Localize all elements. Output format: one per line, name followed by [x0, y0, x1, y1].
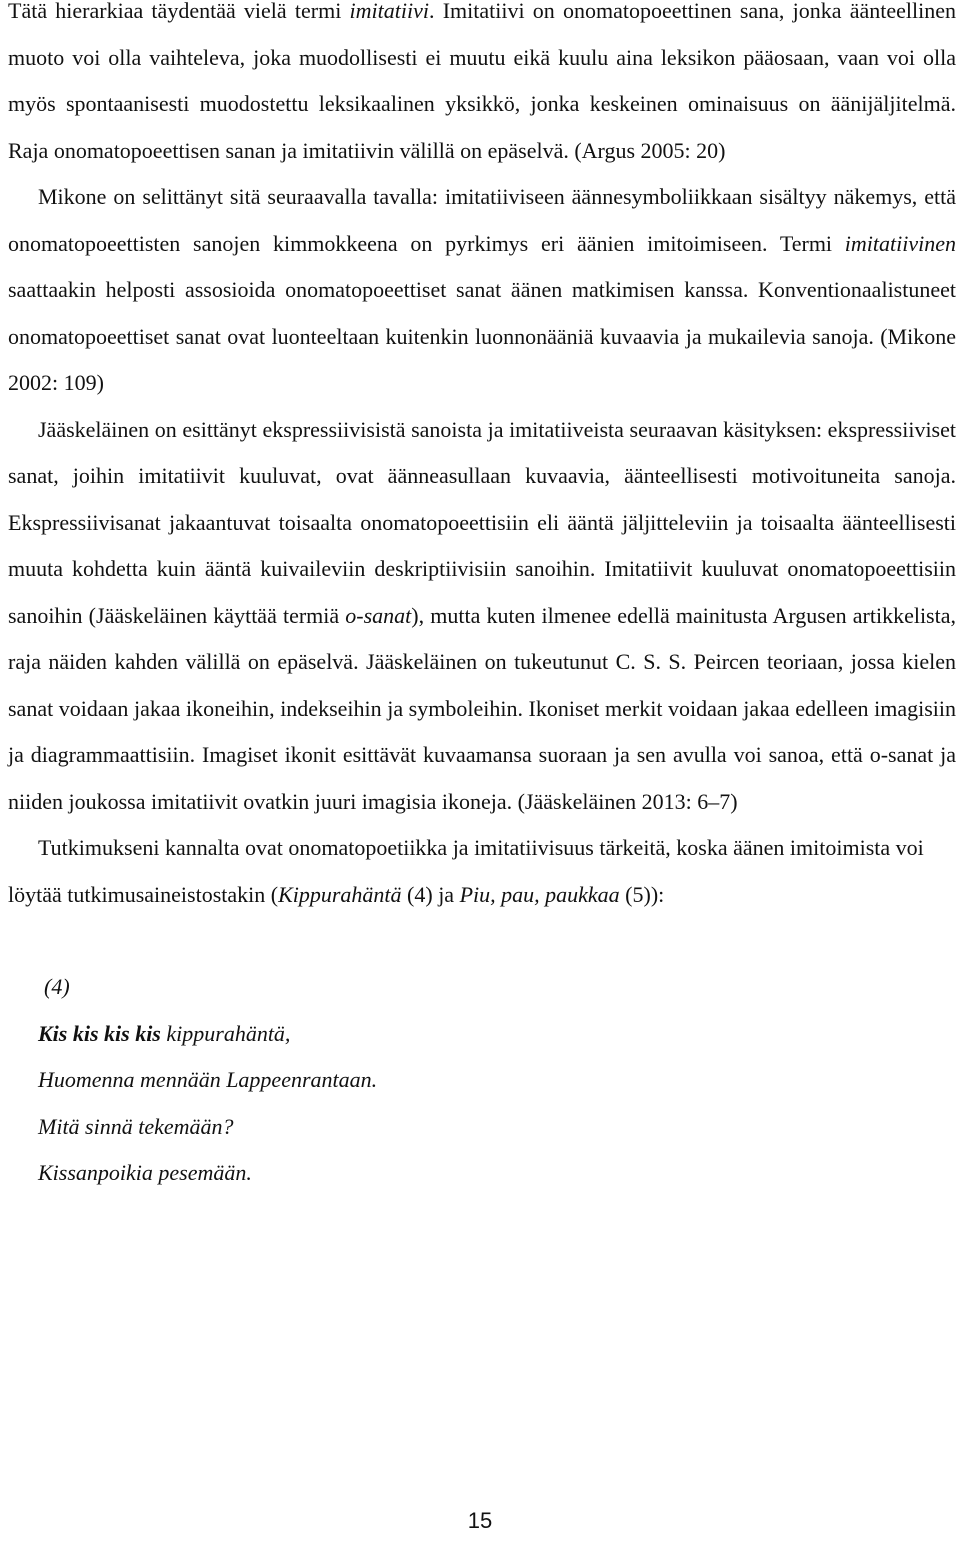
poem-line-2: Huomenna mennään Lappeenrantaan.	[38, 1067, 378, 1092]
italic-term: Piu, pau, paukkaa	[459, 881, 620, 907]
text-run: (5)):	[619, 881, 665, 907]
text-run: Tätä hierarkiaa täydentää vielä termi	[8, 0, 350, 23]
poem-line-3: Mitä sinnä tekemään?	[38, 1113, 234, 1139]
poem-line-1-rest: kippurahäntä,	[160, 1020, 291, 1046]
poem-line-4: Kissanpoikia pesemään.	[38, 1160, 252, 1185]
text-run: Tutkimukseni kannalta ovat onomatopoetiikka ja imitatiivisuus tärkeitä, koska äänen imitoimista voi löytää tutkimusaineistostakin (	[8, 835, 924, 907]
text-run: ), mutta kuten ilmenee edellä mainitusta Argusen artikkelista, raja näiden kahden välillä on epäselvä. Jääskeläinen on tukeutunut C. S. S. Peircen teoriaan, jossa kielen sanat voidaan jakaa ikoneihin, indekseihin ja symboleihin. Ikoniset merkit voidaan jakaa edelleen imagisiin ja diagrammaattisiin. Imagiset ikonit esittävät kuvaamansa suoraan ja sen avulla voi sanoa, että o-sanat ja niiden joukossa imitatiivit ovatkin juuri imagisia ikoneja. (Jääskeläinen 2013: 6–7)	[8, 602, 956, 814]
paragraph-imitatiivi	[8, 0, 956, 174]
paragraph-tutkimukseni	[8, 825, 956, 918]
text-run: saattaakin helposti assosioida onomatopoeettiset sanat äänen matkimisen kanssa. Konventionaalistuneet onomatopoeettiset sanat ovat luonteeltaan kuitenkin luonnonääniä kuvaavia ja mukailevia sanoja. (Mikone 2002: 109)	[8, 277, 956, 395]
text-run: Mikone on selittänyt sitä seuraavalla tavalla: imitatiiviseen äännesymboliikkaan sisältyy näkemys, että onomatopoeettisten sanojen kimmokkeena on pyrkimys eri äänien imitoimiseen. Termi	[8, 184, 956, 256]
paragraph-jaaskelainen	[8, 407, 956, 826]
italic-term: imitatiivinen	[844, 230, 956, 256]
example-number: (4)	[44, 974, 70, 999]
example-poem	[8, 964, 956, 1197]
italic-term: Kippurahäntä	[278, 881, 402, 907]
italic-term: imitatiivi	[349, 0, 429, 23]
text-run: . Imitatiivi on onomatopoeettinen sana, jonka äänteellinen muoto voi olla vaihteleva, joka muodollisesti ei muutu eikä kuulu aina leksikon pääosaan, vaan voi olla myös spontaanisesti muodostettu leksikaalinen yksikkö, jonka keskeinen ominaisuus on äänijäljitelmä. Raja onomatopoeettisen sanan ja imitatiivin välillä on epäselvä. (Argus 2005: 20)	[8, 0, 956, 163]
poem-line-1	[38, 1011, 956, 1058]
document-page	[8, 0, 956, 1197]
text-run: (4) ja	[401, 881, 460, 907]
paragraph-mikone	[8, 174, 956, 407]
text-run: Jääskeläinen on esittänyt ekspressiivisistä sanoista ja imitatiiveista seuraavan käsityksen: ekspressiiviset sanat, joihin imitatiivit kuuluvat, ovat äänneasullaan kuvaavia, äänteellisesti motivoituneita sanoja. Ekspressiivisanat jakaantuvat toisaalta onomatopoeettisiin eli ääntä jäljitteleviin ja toisaalta äänteellisesti muuta kohdetta kuin ääntä kuivaileviin deskriptiivisiin sanoihin. Imitatiivit kuuluvat onomatopoeettisiin sanoihin (Jääskeläinen käyttää termiä	[8, 416, 956, 628]
poem-line-1-bold: Kis kis kis kis	[38, 1020, 161, 1046]
page-number: 15	[467, 1508, 493, 1533]
italic-term: o-sanat	[345, 602, 412, 628]
